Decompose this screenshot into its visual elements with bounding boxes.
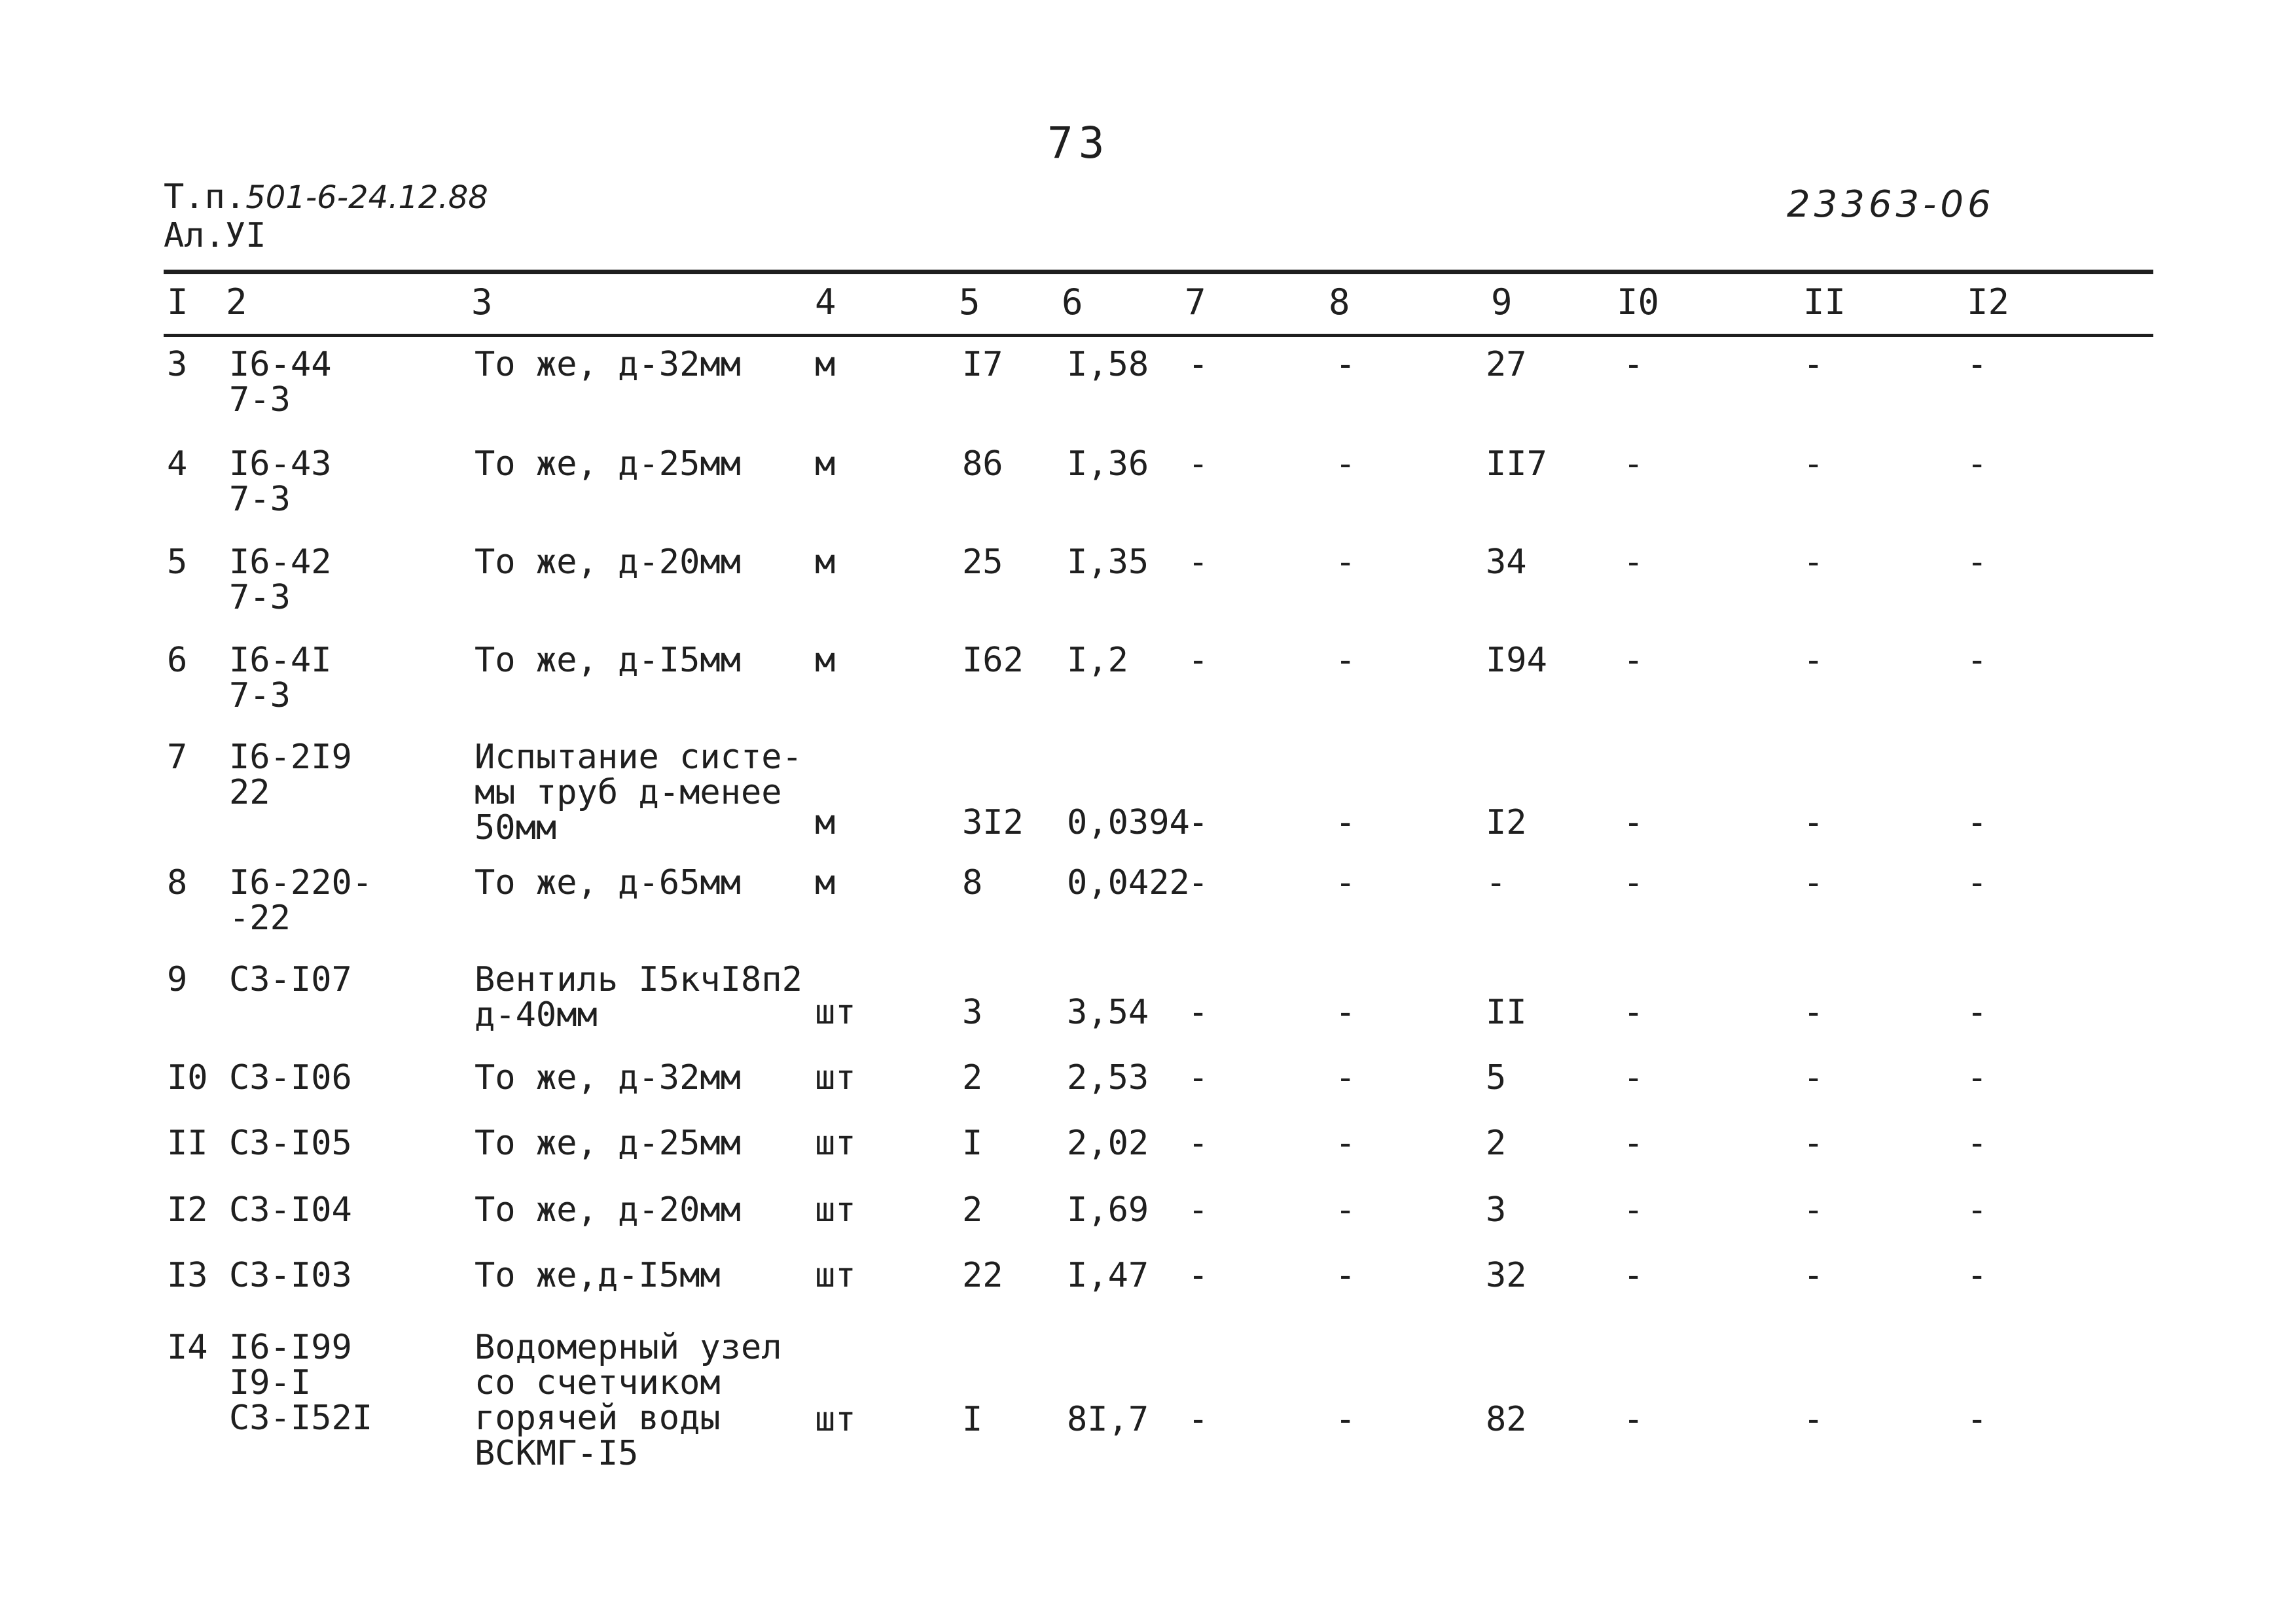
cell-c7: - [1188,345,1209,384]
cell-qty: I [962,1124,983,1163]
cell-c12: - [1967,1400,1988,1439]
cell-c12: - [1967,345,1988,384]
cell-n: 4 [167,444,188,484]
cell-c9: 2 [1486,1124,1507,1163]
cell-n: II [167,1124,208,1163]
cell-unit: шт [815,1256,856,1295]
cell-qty: 2 [962,1058,983,1097]
cell-desc: То же, д-25мм [475,444,741,484]
cell-c6: 0,0394 [1067,803,1190,842]
cell-c11: - [1803,1058,1824,1097]
cell-n: 6 [167,641,188,680]
column-header-5: 5 [959,281,980,323]
cell-c8: - [1335,641,1356,680]
cell-c12: - [1967,1190,1988,1230]
cell-unit: м [815,543,836,582]
cell-unit: шт [815,1124,856,1163]
cell-c10: - [1623,1400,1644,1439]
cell-c8: - [1335,1256,1356,1295]
cell-c7: - [1188,1256,1209,1295]
cell-c6: I,58 [1067,345,1149,384]
cell-c10: - [1623,1190,1644,1230]
cell-c9: 27 [1486,345,1527,384]
header-bottom-rule [164,334,2153,337]
cell-unit: шт [815,1058,856,1097]
cell-qty: 22 [962,1256,1003,1295]
cell-c6: I,47 [1067,1256,1149,1295]
cell-c9: II [1486,993,1527,1032]
cell-c11: - [1803,1256,1824,1295]
cell-qty: 2 [962,1190,983,1230]
cell-c9: 34 [1486,543,1527,582]
column-header-10: I0 [1617,281,1660,323]
cell-code: I6-43 7-3 [229,444,332,519]
cell-unit: м [815,345,836,384]
cell-code: I6-4I 7-3 [229,641,332,715]
cell-c12: - [1967,641,1988,680]
cell-c12: - [1967,993,1988,1032]
cell-n: 5 [167,543,188,582]
cell-c10: - [1623,444,1644,484]
column-header-8: 8 [1329,281,1350,323]
cell-qty: 8 [962,863,983,902]
cell-c6: I,69 [1067,1190,1149,1230]
cell-n: I3 [167,1256,208,1295]
cell-desc: Испытание систе- мы труб д-менее 50мм [475,738,802,847]
cell-qty: I7 [962,345,1003,384]
cell-desc: То же, д-20мм [475,1190,741,1230]
cell-c12: - [1967,444,1988,484]
cell-n: 8 [167,863,188,902]
cell-unit: м [815,641,836,680]
cell-desc: Водомерный узел со счетчиком горячей воды ВСКМГ-I5 [475,1328,782,1473]
cell-n: 9 [167,960,188,999]
cell-unit: м [815,444,836,484]
cell-c12: - [1967,1058,1988,1097]
cell-c7: - [1188,993,1209,1032]
column-header-1: I [167,281,188,323]
project-prefix: Т.п. [164,177,246,217]
cell-desc: То же, д-65мм [475,863,741,902]
cell-c9: 5 [1486,1058,1507,1097]
cell-c10: - [1623,345,1644,384]
cell-c9: I2 [1486,803,1527,842]
cell-desc: То же, д-20мм [475,543,741,582]
cell-c8: - [1335,543,1356,582]
cell-c7: - [1188,863,1209,902]
column-header-9: 9 [1491,281,1513,323]
cell-c8: - [1335,993,1356,1032]
cell-code: I6-42 7-3 [229,543,332,617]
cell-code: С3-I07 [229,960,352,999]
cell-desc: Вентиль I5кчI8п2 д-40мм [475,960,802,1035]
cell-c11: - [1803,543,1824,582]
column-header-3: 3 [471,281,493,323]
cell-code: I6-I99 I9-I С3-I52I [229,1328,373,1438]
column-header-12: I2 [1967,281,2010,323]
document-code: 23363-06 [1787,183,1995,226]
cell-c11: - [1803,803,1824,842]
cell-c7: - [1188,1190,1209,1230]
cell-c6: 2,02 [1067,1124,1149,1163]
cell-c6: I,2 [1067,641,1128,680]
cell-unit: шт [815,1190,856,1230]
cell-c9: II7 [1486,444,1547,484]
cell-c10: - [1623,803,1644,842]
cell-c10: - [1623,1256,1644,1295]
cell-code: С3-I03 [229,1256,352,1295]
cell-c11: - [1803,1190,1824,1230]
cell-c12: - [1967,543,1988,582]
cell-c10: - [1623,863,1644,902]
cell-code: С3-I06 [229,1058,352,1097]
cell-c7: - [1188,1124,1209,1163]
cell-c8: - [1335,1190,1356,1230]
cell-unit: шт [815,993,856,1032]
cell-qty: I [962,1400,983,1439]
cell-c12: - [1967,803,1988,842]
cell-desc: То же, д-32мм [475,345,741,384]
cell-c10: - [1623,1058,1644,1097]
cell-c8: - [1335,803,1356,842]
cell-n: 7 [167,738,188,777]
cell-c7: - [1188,803,1209,842]
cell-c11: - [1803,863,1824,902]
cell-c8: - [1335,1400,1356,1439]
cell-c11: - [1803,444,1824,484]
cell-c8: - [1335,444,1356,484]
cell-c8: - [1335,1058,1356,1097]
cell-code: С3-I04 [229,1190,352,1230]
cell-c12: - [1967,1256,1988,1295]
cell-c10: - [1623,543,1644,582]
column-header-6: 6 [1062,281,1083,323]
cell-c10: - [1623,1124,1644,1163]
cell-desc: То же, д-I5мм [475,641,741,680]
cell-c9: 3 [1486,1190,1507,1230]
column-header-7: 7 [1185,281,1206,323]
cell-c11: - [1803,345,1824,384]
cell-qty: 25 [962,543,1003,582]
cell-c6: I,35 [1067,543,1149,582]
cell-n: 3 [167,345,188,384]
cell-c7: - [1188,444,1209,484]
page-number: 73 [1047,118,1110,168]
cell-c8: - [1335,345,1356,384]
cell-c6: 8I,7 [1067,1400,1149,1439]
cell-c9: 32 [1486,1256,1527,1295]
cell-c8: - [1335,863,1356,902]
table-top-rule [164,270,2153,274]
cell-unit: м [815,863,836,902]
cell-qty: 86 [962,444,1003,484]
cell-c6: I,36 [1067,444,1149,484]
cell-code: С3-I05 [229,1124,352,1163]
cell-n: I2 [167,1190,208,1230]
cell-c7: - [1188,1400,1209,1439]
cell-c9: 82 [1486,1400,1527,1439]
project-number: 501-6-24.12.88 [245,179,488,216]
project-reference [164,178,488,255]
cell-c11: - [1803,1124,1824,1163]
cell-qty: 3 [962,993,983,1032]
cell-c9: I94 [1486,641,1547,680]
album-label: Ал.УI [164,216,266,255]
cell-c6: 3,54 [1067,993,1149,1032]
cell-qty: 3I2 [962,803,1024,842]
cell-c10: - [1623,641,1644,680]
cell-code: I6-44 7-3 [229,345,332,419]
cell-c7: - [1188,1058,1209,1097]
cell-c8: - [1335,1124,1356,1163]
cell-c6: 2,53 [1067,1058,1149,1097]
column-header-2: 2 [226,281,247,323]
cell-n: I4 [167,1328,208,1367]
cell-code: I6-220- -22 [229,863,373,938]
cell-unit: м [815,803,836,842]
cell-unit: шт [815,1400,856,1439]
cell-desc: То же, д-32мм [475,1058,741,1097]
cell-c11: - [1803,1400,1824,1439]
cell-c11: - [1803,641,1824,680]
cell-desc: То же,д-I5мм [475,1256,721,1295]
cell-c12: - [1967,1124,1988,1163]
cell-c7: - [1188,641,1209,680]
cell-c6: 0,0422 [1067,863,1190,902]
cell-c10: - [1623,993,1644,1032]
cell-c12: - [1967,863,1988,902]
cell-c7: - [1188,543,1209,582]
cell-c11: - [1803,993,1824,1032]
column-header-11: II [1803,281,1846,323]
cell-desc: То же, д-25мм [475,1124,741,1163]
cell-qty: I62 [962,641,1024,680]
column-header-4: 4 [815,281,836,323]
cell-n: I0 [167,1058,208,1097]
cell-code: I6-2I9 22 [229,738,352,812]
cell-c9: - [1486,863,1507,902]
